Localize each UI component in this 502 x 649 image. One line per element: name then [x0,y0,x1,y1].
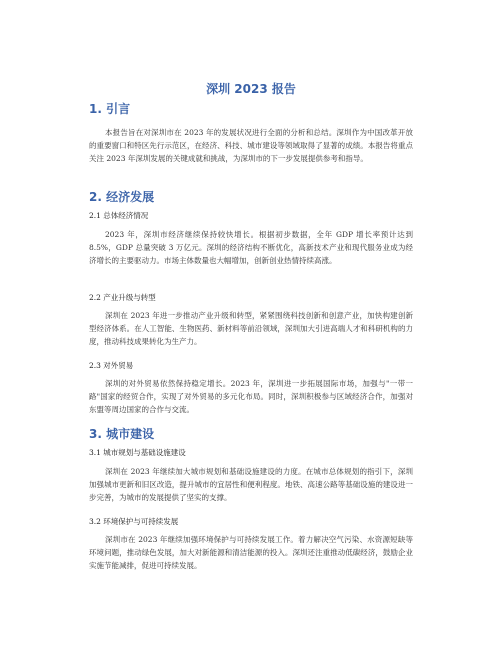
subsection-heading-2-3: 2.3 对外贸易 [89,361,134,370]
section-heading-urban-construction: 3. 城市建设 [89,427,155,441]
paragraph-3-2: 深圳市在 2023 年继续加强环境保护与可持续发展工作。着力解决空气污染、水资源短缺等环境问题，推动绿色发展，加大对新能源和清洁能源的投入。深圳还注重推动低碳经济，鼓励企业实施节能减排，促进可持续发展。 [89,535,413,570]
document-title: 深圳 2023 报告 [206,82,296,96]
paragraph-3-1: 深圳在 2023 年继续加大城市规划和基础设施建设的力度。在城市总体规划的指引下，深圳加强城市更新和旧区改造，提升城市的宜居性和便利程度。地铁、高速公路等基础设施的建设进一步完善，为城市的发展提供了坚实的支撑。 [89,467,413,502]
paragraph-2-3: 深圳的对外贸易依然保持稳定增长。2023 年，深圳进一步拓展国际市场，加强与"一带一路"国家的经贸合作，实现了对外贸易的多元化布局。同时，深圳积极参与区域经济合作，加强对东盟等周边国家的合作与交流。 [89,379,413,414]
paragraph-2-1: 2023 年，深圳市经济继续保持较快增长。根据初步数据，全年 GDP 增长率预计达到 8.5%，GDP 总量突破 3 万亿元。深圳的经济结构不断优化，高新技术产业和现代服务业成为经济增长的主要驱动力。市场主体数量也大幅增加，创新创业热情持续高涨。 [89,230,413,265]
subsection-heading-2-1: 2.1 总体经济情况 [89,211,149,220]
subsection-heading-3-1: 3.1 城市规划与基础设施建设 [89,448,186,457]
subsection-heading-2-2: 2.2 产业升级与转型 [89,293,156,302]
subsection-heading-3-2: 3.2 环境保护与可持续发展 [89,517,179,526]
section-heading-introduction: 1. 引言 [89,102,131,116]
paragraph-2-2: 深圳在 2023 年进一步推动产业升级和转型，紧紧围绕科技创新和创意产业，加快构建创新型经济体系。在人工智能、生物医药、新材料等前沿领域，深圳加大引进高端人才和科研机构的力度，推动科技成果转化为生产力。 [89,311,413,346]
section-heading-economy: 2. 经济发展 [89,190,155,204]
introduction-paragraph: 本报告旨在对深圳市在 2023 年的发展状况进行全面的分析和总结。深圳作为中国改革开放的重要窗口和特区先行示范区，在经济、科技、城市建设等领域取得了显著的成绩。本报告将重点关注 2023 年深圳发展的关键成就和挑战，为深圳市的下一步发展提供参考和指导。 [89,128,413,163]
